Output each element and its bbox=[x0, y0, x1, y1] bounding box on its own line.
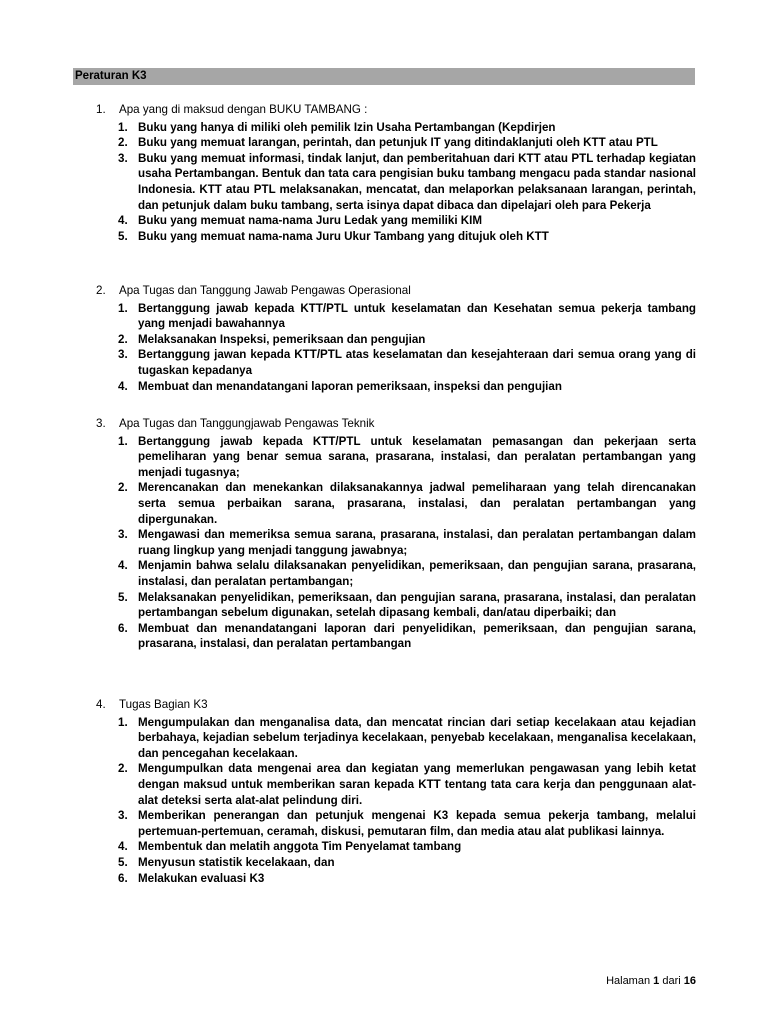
item-text: Buku yang memuat nama-nama Juru Ledak yang memiliki KIM bbox=[138, 214, 483, 228]
item-number: 6. bbox=[118, 621, 128, 635]
question-text: Tugas Bagian K3 bbox=[119, 698, 208, 711]
item-text: Bertanggung jawab kepada KTT/PTL untuk keselamatan dan Kesehatan semua pekerja tambang yang menjadi bawahannya bbox=[138, 301, 696, 331]
item-number: 2. bbox=[118, 481, 128, 495]
list-item bbox=[96, 855, 696, 871]
item-number: 3. bbox=[118, 809, 128, 823]
item-text: Bertanggung jawab kepada KTT/PTL untuk keselamatan pemasangan dan pekerjaan serta pemeliharan yang benar semua sarana, prasarana, instalasi, dan peralatan pertambangan yang menjadi tugasnya; bbox=[138, 434, 696, 479]
item-number: 4. bbox=[118, 214, 128, 228]
question-text: Apa Tugas dan Tanggung Jawab Pengawas Operasional bbox=[119, 284, 411, 297]
item-number: 5. bbox=[118, 590, 128, 604]
item-number: 3. bbox=[118, 348, 128, 362]
item-number: 3. bbox=[118, 528, 128, 542]
list-item bbox=[96, 839, 696, 855]
question bbox=[96, 102, 696, 118]
list-item bbox=[96, 347, 696, 378]
list-item bbox=[96, 715, 696, 762]
section-4 bbox=[96, 697, 696, 886]
question-number: 2. bbox=[96, 284, 106, 297]
item-text: Melaksanakan Inspeksi, pemeriksaan dan pengujian bbox=[138, 332, 426, 346]
question bbox=[96, 283, 696, 299]
item-number: 1. bbox=[118, 434, 128, 448]
question bbox=[96, 697, 696, 713]
list-item bbox=[96, 590, 696, 621]
item-number: 2. bbox=[118, 762, 128, 776]
item-text: Mengumpulkan data mengenai area dan kegiatan yang memerlukan pengawasan yang lebih ketat dengan maksud untuk memberikan saran kepada KTT tentang tata cara kerja dan penggunaan alat-alat deteksi serta alat-alat pelindung diri. bbox=[138, 762, 696, 807]
list-item bbox=[96, 213, 696, 229]
item-number: 6. bbox=[118, 871, 128, 885]
item-text: Bertanggung jawan kepada KTT/PTL atas keselamatan dan kesejahteraan dari semua orang yang di tugaskan kepadanya bbox=[138, 348, 696, 377]
question-text: Apa Tugas dan Tanggungjawab Pengawas Teknik bbox=[119, 417, 375, 430]
item-text: Merencanakan dan menekankan dilaksanakannya jadwal pemeliharaan yang telah direncanakan serta semua perbaikan sarana, prasarana, instalasi, dan peralatan pertambangan yang dipergunakan. bbox=[138, 481, 696, 526]
section-2 bbox=[96, 283, 696, 394]
list-item bbox=[96, 621, 696, 652]
list-item bbox=[96, 527, 696, 558]
item-number: 1. bbox=[118, 715, 128, 729]
list-item bbox=[96, 151, 696, 213]
item-text: Membuat dan menandatangani laporan dari penyelidikan, pemeriksaan, dan pengujian sarana, prasarana, instalasi, dan peralatan pertambangan bbox=[138, 621, 696, 651]
item-text: Melakukan evaluasi K3 bbox=[138, 871, 265, 885]
item-number: 4. bbox=[118, 559, 128, 573]
item-text: Menyusun statistik kecelakaan, dan bbox=[138, 855, 335, 869]
answer-list bbox=[96, 120, 696, 245]
item-text: Memberikan penerangan dan petunjuk mengenai K3 kepada semua pekerja tambang, melalui pertemuan-pertemuan, ceramah, diskusi, pemutaran film, dan media atau alat publikasi lainnya. bbox=[138, 809, 696, 838]
footer-prefix: Halaman bbox=[606, 975, 651, 987]
list-item bbox=[96, 761, 696, 808]
list-item bbox=[96, 480, 696, 527]
item-text: Buku yang hanya di miliki oleh pemilik Izin Usaha Pertambangan (Kepdirjen bbox=[138, 120, 556, 134]
question bbox=[96, 416, 696, 432]
item-number: 1. bbox=[118, 301, 128, 315]
answer-list bbox=[96, 434, 696, 652]
section-3 bbox=[96, 416, 696, 652]
section-1 bbox=[96, 102, 696, 244]
question-number: 1. bbox=[96, 103, 106, 116]
item-text: Menjamin bahwa selalu dilaksanakan penyelidikan, pemeriksaan, dan pengujian sarana, prasarana, instalasi, dan peralatan pertambangan; bbox=[138, 559, 696, 588]
list-item bbox=[96, 558, 696, 589]
item-text: Buku yang memuat larangan, perintah, dan petunjuk IT yang ditindaklanjuti oleh KTT atau PTL bbox=[138, 136, 658, 150]
list-item bbox=[96, 332, 696, 348]
list-item bbox=[96, 379, 696, 395]
item-number: 4. bbox=[118, 379, 128, 393]
item-number: 5. bbox=[118, 229, 128, 243]
footer-page-number: 1 bbox=[653, 975, 660, 987]
answer-list bbox=[96, 301, 696, 395]
list-item bbox=[96, 808, 696, 839]
item-number: 2. bbox=[118, 136, 128, 150]
item-text: Buku yang memuat nama-nama Juru Ukur Tambang yang ditujuk oleh KTT bbox=[138, 229, 549, 243]
question-number: 3. bbox=[96, 417, 106, 430]
answer-list bbox=[96, 715, 696, 887]
item-number: 1. bbox=[118, 120, 128, 134]
item-number: 3. bbox=[118, 151, 128, 165]
list-item bbox=[96, 871, 696, 887]
item-text: Melaksanakan penyelidikan, pemeriksaan, dan pengujian sarana, prasarana, instalasi, dan peralatan pertambangan sebelum digunakan, setelah dipasang kembali, dan/atau diperbaiki; dan bbox=[138, 590, 696, 620]
item-text: Mengumpulakan dan menganalisa data, dan mencatat rincian dari setiap kecelakaan atau kejadian berbahaya, kejadian sebelum terjadinya kecelakaan, penyebab kecelakaan, menganalisa kecelakaan, dan pencegahan kecelakaan. bbox=[138, 715, 696, 760]
item-text: Membentuk dan melatih anggota Tim Penyelamat tambang bbox=[138, 840, 462, 854]
list-item bbox=[96, 434, 696, 481]
footer-total-pages: 16 bbox=[683, 975, 696, 987]
item-text: Membuat dan menandatangani laporan pemeriksaan, inspeksi dan pengujian bbox=[138, 379, 562, 393]
item-number: 4. bbox=[118, 840, 128, 854]
list-item bbox=[96, 135, 696, 151]
item-number: 2. bbox=[118, 332, 128, 346]
question-text: Apa yang di maksud dengan BUKU TAMBANG : bbox=[119, 103, 368, 116]
item-number: 5. bbox=[118, 855, 128, 869]
item-text: Buku yang memuat informasi, tindak lanjut, dan pemberitahuan dari KTT atau PTL terhadap kegiatan usaha Pertambangan. Bentuk dan tata cara pengisian buku tambang mengacu pada standar nasional Indonesia. KTT atau PTL melaksanakan, mencatat, dan melaporkan pelaksanaan larangan, perintah, dan petunjuk dalam buku tambang, serta isinya dapat dibaca dan dipelajari oleh para Pekerja bbox=[138, 151, 696, 212]
item-text: Mengawasi dan memeriksa semua sarana, prasarana, instalasi, dan peralatan pertambangan dalam ruang lingkup yang menjadi tanggung jawabnya; bbox=[138, 528, 696, 557]
footer-middle: dari bbox=[662, 975, 681, 987]
page-title: Peraturan K3 bbox=[73, 68, 695, 85]
list-item bbox=[96, 301, 696, 332]
list-item bbox=[96, 229, 696, 245]
list-item bbox=[96, 120, 696, 136]
page-footer bbox=[568, 975, 696, 987]
question-number: 4. bbox=[96, 698, 106, 711]
